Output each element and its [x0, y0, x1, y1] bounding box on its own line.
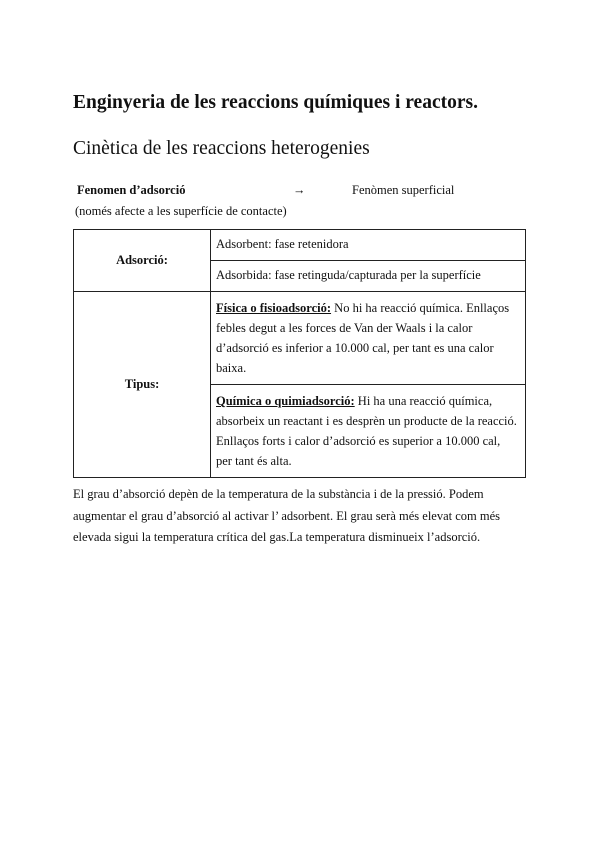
quimica-heading: Química o quimiadsorció:: [216, 394, 355, 408]
body-paragraph: El grau d’absorció depèn de la temperatura de la substància i de la pressió. Podem augmentar el grau d’absorció al activar l’ adsorbent. El grau serà més elevat com més elevada sigui la temperatura crítica del gas.La temperatura disminueix l’adsorció.: [73, 487, 501, 544]
right-arrow-icon: →: [293, 183, 306, 197]
table-row: [74, 230, 526, 261]
quimica-text: Hi ha una reacció química, absorbeix un reactant i es desprèn un producte de la reacció. Enllaços forts i calor d’adsorció es superior a 10.000 cal, per tant és alta.: [216, 394, 517, 468]
quimica-cell: [211, 385, 526, 478]
adsorbent-cell: Adsorbent: fase retenidora: [211, 230, 526, 261]
tipus-label: Tipus:: [74, 292, 211, 478]
document-title: Enginyeria de les reaccions químiques i reactors.: [73, 92, 478, 113]
fisica-heading: Física o fisioadsorció:: [216, 301, 332, 315]
adsorption-table: [73, 229, 526, 478]
phenomenon-description: Fenòmen superficial: [352, 183, 455, 197]
adsorcio-label: Adsorció:: [74, 230, 211, 292]
adsorbida-cell: Adsorbida: fase retinguda/capturada per la superfície: [211, 261, 526, 292]
section-subtitle: Cinètica de les reaccions heterogenies: [73, 138, 370, 159]
fisica-cell: [211, 292, 526, 385]
fisica-text: No hi ha reacció química. Enllaços febles degut a les forces de Van der Waals i la calor d’adsorció es inferior a 10.000 cal, per tant es una calor baixa.: [216, 301, 510, 375]
table-row: [74, 292, 526, 385]
phenomenon-note: (només afecte a les superfície de contacte): [75, 204, 287, 218]
phenomenon-label: Fenomen d’adsorció: [77, 183, 186, 197]
